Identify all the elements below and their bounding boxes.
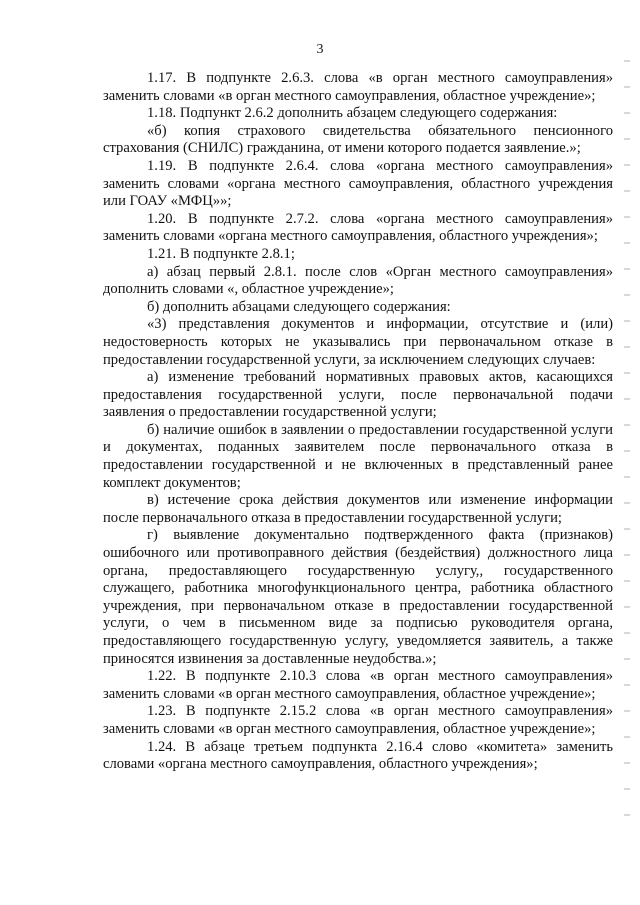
paragraph: б) наличие ошибок в заявлении о предоставлении государственной услуги и документах, поданных заявителем после первоначального отказа в предоставлении государственной и не включенных в представленный ранее комплект документов; bbox=[103, 421, 613, 491]
paragraph: 1.19. В подпункте 2.6.4. слова «органа местного самоуправления» заменить словами «органа местного самоуправления, областного учреждения или ГОАУ «МФЦ»»; bbox=[103, 157, 613, 210]
paragraph: в) истечение срока действия документов или изменение информации после первоначального отказа в предоставлении государственной услуги; bbox=[103, 492, 613, 526]
paragraph: «б) копия страхового свидетельства обязательного пенсионного страхования (СНИЛС) гражданина, от имени которого подается заявление.»; bbox=[103, 122, 613, 157]
paragraph: а) изменение требований нормативных правовых актов, касающихся предоставления государственной услуги, после первоначальной подачи заявления о предоставлении государственной услуги; bbox=[103, 369, 613, 421]
paragraph: 1.18. Подпункт 2.6.2 дополнить абзацем следующего содержания: bbox=[147, 105, 558, 122]
page-number: 3 bbox=[316, 42, 324, 57]
paragraph: 1.20. В подпункте 2.7.2. слова «органа местного самоуправления» заменить словами «органа местного самоуправления, областного учреждения»; bbox=[103, 210, 613, 245]
paragraph: 1.23. В подпункте 2.15.2 слова «в орган местного самоуправления» заменить словами «в орган местного самоуправления, областное учреждение»; bbox=[103, 703, 613, 737]
paragraph: 1.17. В подпункте 2.6.3. слова «в орган местного самоуправления» заменить словами «в орган местного самоуправления, областное учреждение»; bbox=[103, 70, 613, 104]
paragraph: б) дополнить абзацами следующего содержания: bbox=[147, 298, 451, 315]
paragraph: 1.24. В абзаце третьем подпункта 2.16.4 слово «комитета» заменить словами «органа местного самоуправления, областного учреждения»; bbox=[103, 738, 613, 773]
margin-scan-marks bbox=[624, 60, 630, 840]
document-body bbox=[103, 70, 613, 774]
paragraph: г) выявление документально подтвержденного факта (признаков) ошибочного или противоправного действия (бездействия) должностного лица органа, предоставляющего государственную услугу,, государственного служащего, работника многофункционального центра, работника областного учреждения, при первоначальном отказе в предоставлении государственной услуги, о чем в письменном виде за подписью руководителя органа, предоставляющего государственную услугу, уведомляется заявитель, а также приносятся извинения за доставленные неудобства.»; bbox=[103, 527, 613, 667]
paragraph: а) абзац первый 2.8.1. после слов «Орган местного самоуправления» дополнить словами «, областное учреждение»; bbox=[103, 263, 613, 298]
paragraph: 1.22. В подпункте 2.10.3 слова «в орган местного самоуправления» заменить словами «в орган местного самоуправления, областное учреждение»; bbox=[103, 668, 613, 702]
paragraph: «3) представления документов и информации, отсутствие и (или) недостоверность которых не указывались при первоначальном отказе в предоставлении государственной услуги, за исключением следующих случаев: bbox=[103, 316, 613, 368]
paragraph: 1.21. В подпункте 2.8.1; bbox=[147, 245, 295, 262]
